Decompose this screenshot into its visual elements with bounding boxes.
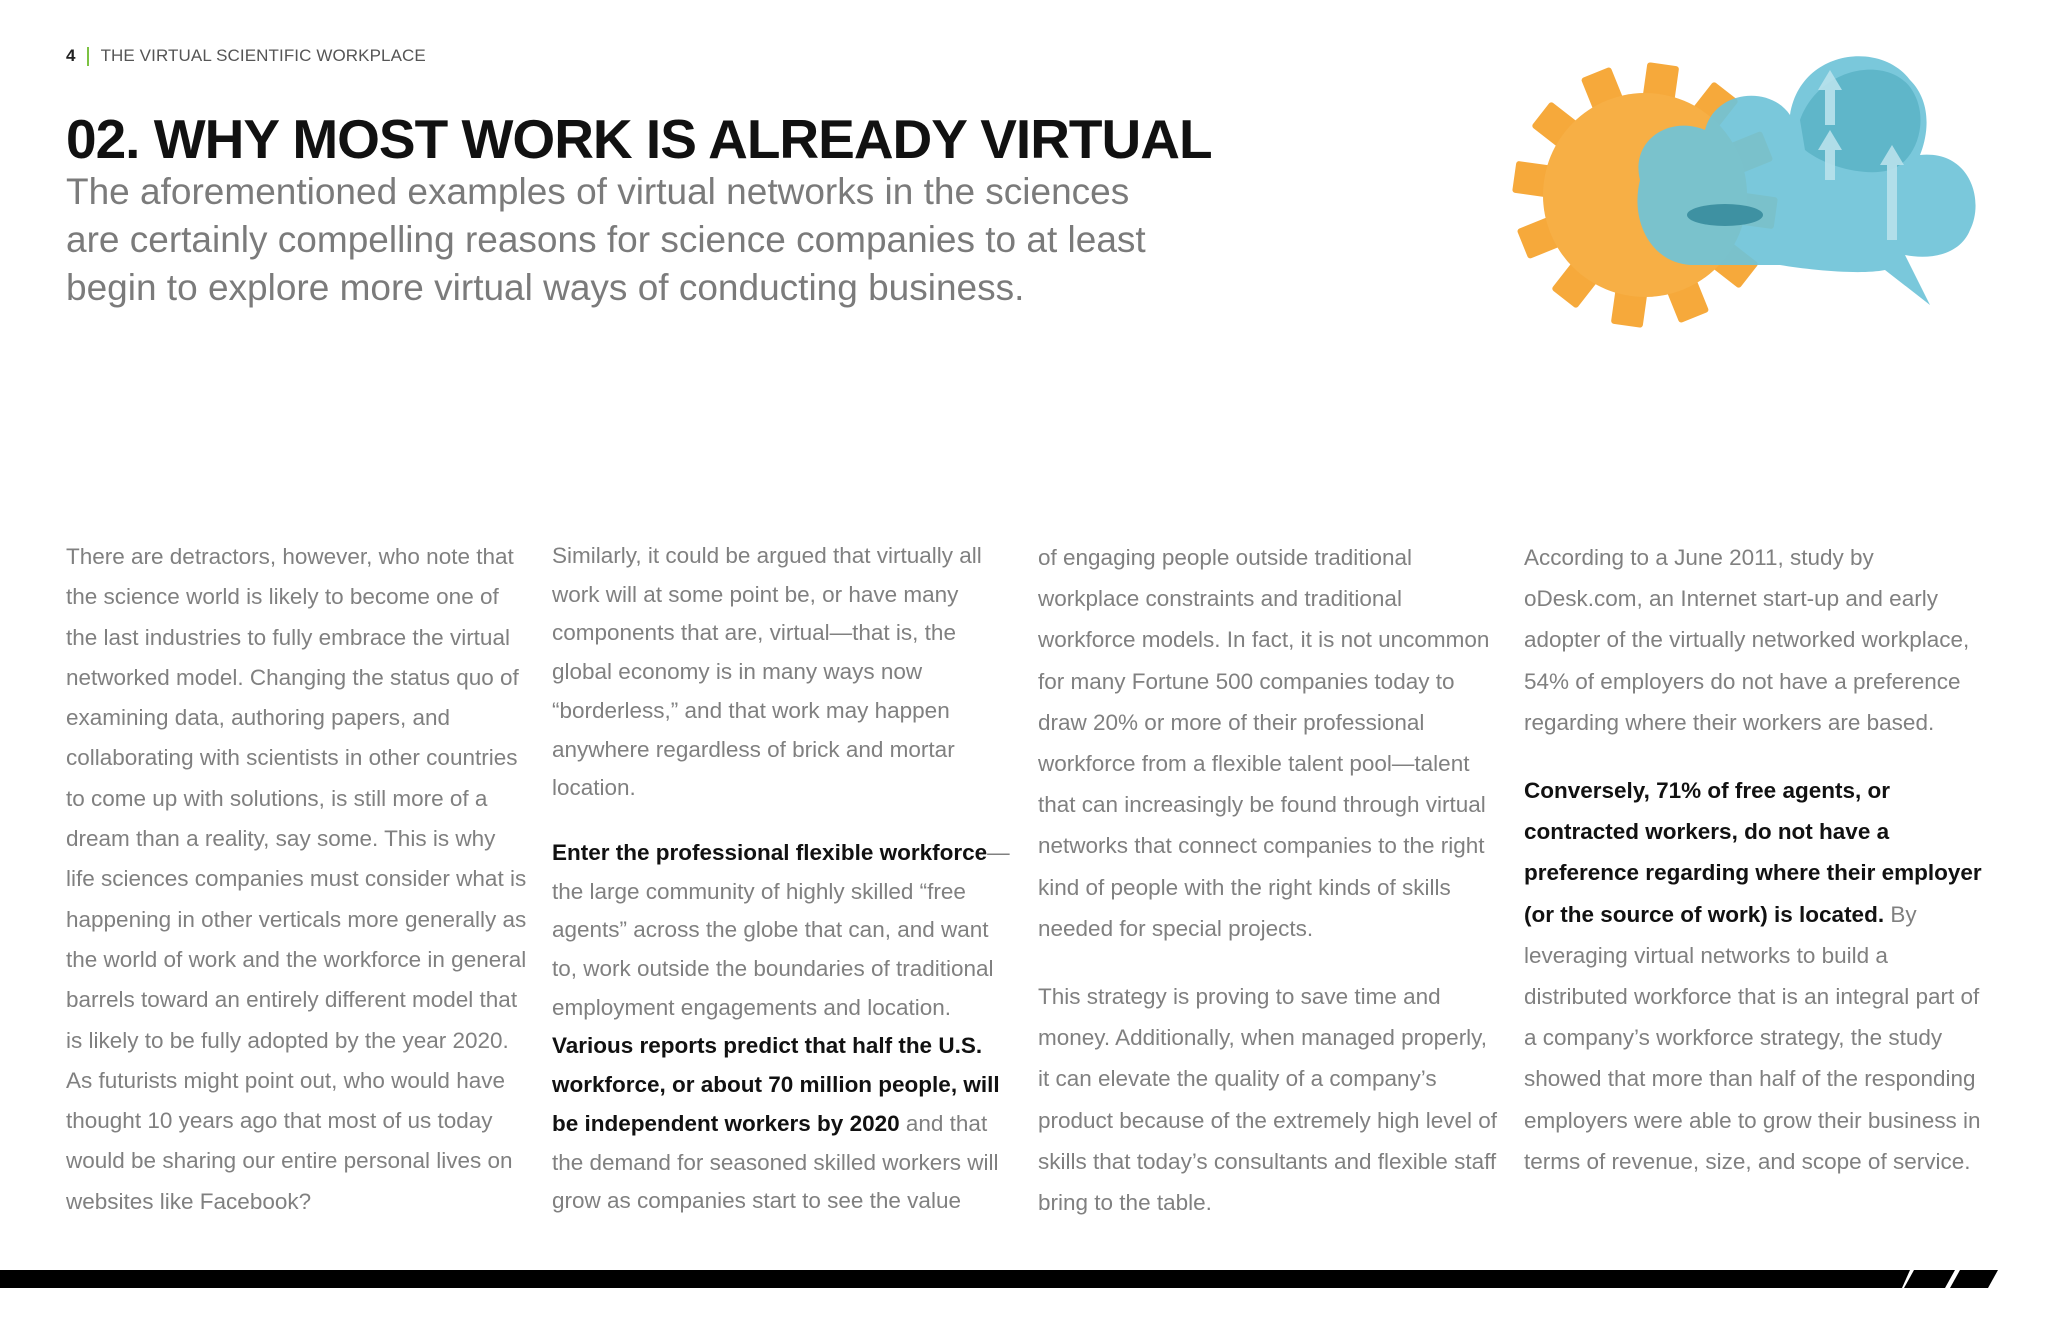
illustration-svg xyxy=(1500,30,2000,370)
footer-bar-stripe-1 xyxy=(1904,1270,1955,1288)
column-2-bold-mid: Various reports predict that half the U.S. workforce, or about 70 million people, will be independent workers by 2020 xyxy=(552,1033,1000,1136)
gear-cloud-illustration xyxy=(1500,30,2000,370)
body-columns xyxy=(66,537,1986,1227)
column-2-text-a: —the large community of highly skilled “free agents” across the globe that can, and want to, work outside the boundaries of traditional employment engagements and location. xyxy=(552,839,1010,1020)
column-2 xyxy=(552,537,1014,1221)
column-4-paragraph-1: According to a June 2011, study by oDesk.com, an Internet start-up and early adopter of the virtually networked workplace, 54% of employers do not have a preference regarding where their workers are based. xyxy=(1524,545,1970,735)
column-1-paragraph: There are detractors, however, who note that the science world is likely to become one of the last industries to fully embrace the virtual networked model. Changing the status quo of examining data, authoring papers, and collaborating with scientists in other countries to come up with solutions, is still more of a dream than a reality, say some. This is why life sciences companies must consider what is happening in other verticals more generally as the world of work and the workforce in general barrels toward an entirely different model that is likely to be fully adopted by the year 2020. As futurists might point out, who would have thought 10 years ago that most of us today would be sharing our entire personal lives on websites like Facebook? xyxy=(66,544,527,1214)
column-3-paragraph-2: This strategy is proving to save time and money. Additionally, when managed properly, it can elevate the quality of a company’s product because of the extremely high level of skills that today’s consultants and flexible staff bring to the table. xyxy=(1038,984,1498,1216)
column-1 xyxy=(66,537,528,1222)
column-3-paragraph-1: of engaging people outside traditional workplace constraints and traditional workforce models. In fact, it is not uncommon for many Fortune 500 companies today to draw 20% or more of their professional workforce from a flexible talent pool—talent that can increasingly be found through virtual networks that connect companies to the right kind of people with the right kinds of skills needed for special projects. xyxy=(1038,545,1490,941)
footer-bar-main xyxy=(0,1270,1910,1288)
column-4-text: By leveraging virtual networks to build a distributed workforce that is an integral part of a company’s workforce strategy, the study showed that more than half of the responding employers were able to grow their business in terms of revenue, size, and scope of service. xyxy=(1524,901,1981,1174)
column-3 xyxy=(1038,537,1500,1223)
column-4-paragraph-2 xyxy=(1524,770,1986,1182)
footer-bar-stripe-2 xyxy=(1950,1270,1998,1288)
column-4 xyxy=(1524,537,1986,1182)
header-divider xyxy=(87,47,89,66)
column-2-text-b: and that the demand for seasoned skilled workers will grow as companies start to see the value xyxy=(552,1110,999,1214)
running-title: THE VIRTUAL SCIENTIFIC WORKPLACE xyxy=(100,46,426,65)
footer-bar xyxy=(0,1270,2000,1288)
section-title: 02. WHY MOST WORK IS ALREADY VIRTUAL xyxy=(66,108,1212,170)
page-number: 4 xyxy=(66,46,76,65)
column-2-bold-lead: Enter the professional flexible workforce xyxy=(552,839,988,865)
column-2-paragraph-1: Similarly, it could be argued that virtually all work will at some point be, or have many components that are, virtual—that is, the global economy is in many ways now “borderless,” and that work may happen anywhere regardless of brick and mortar location. xyxy=(552,543,982,801)
column-2-paragraph-2 xyxy=(552,834,1014,1221)
section-lede: The aforementioned examples of virtual networks in the sciences are certainly compelling reasons for science companies to at least begin to explore more virtual ways of conducting business. xyxy=(66,171,1146,308)
running-header xyxy=(66,46,426,66)
column-4-bold-text: Conversely, 71% of free agents, or contracted workers, do not have a preference regarding where their employer (or the source of work) is located. xyxy=(1524,778,1982,927)
